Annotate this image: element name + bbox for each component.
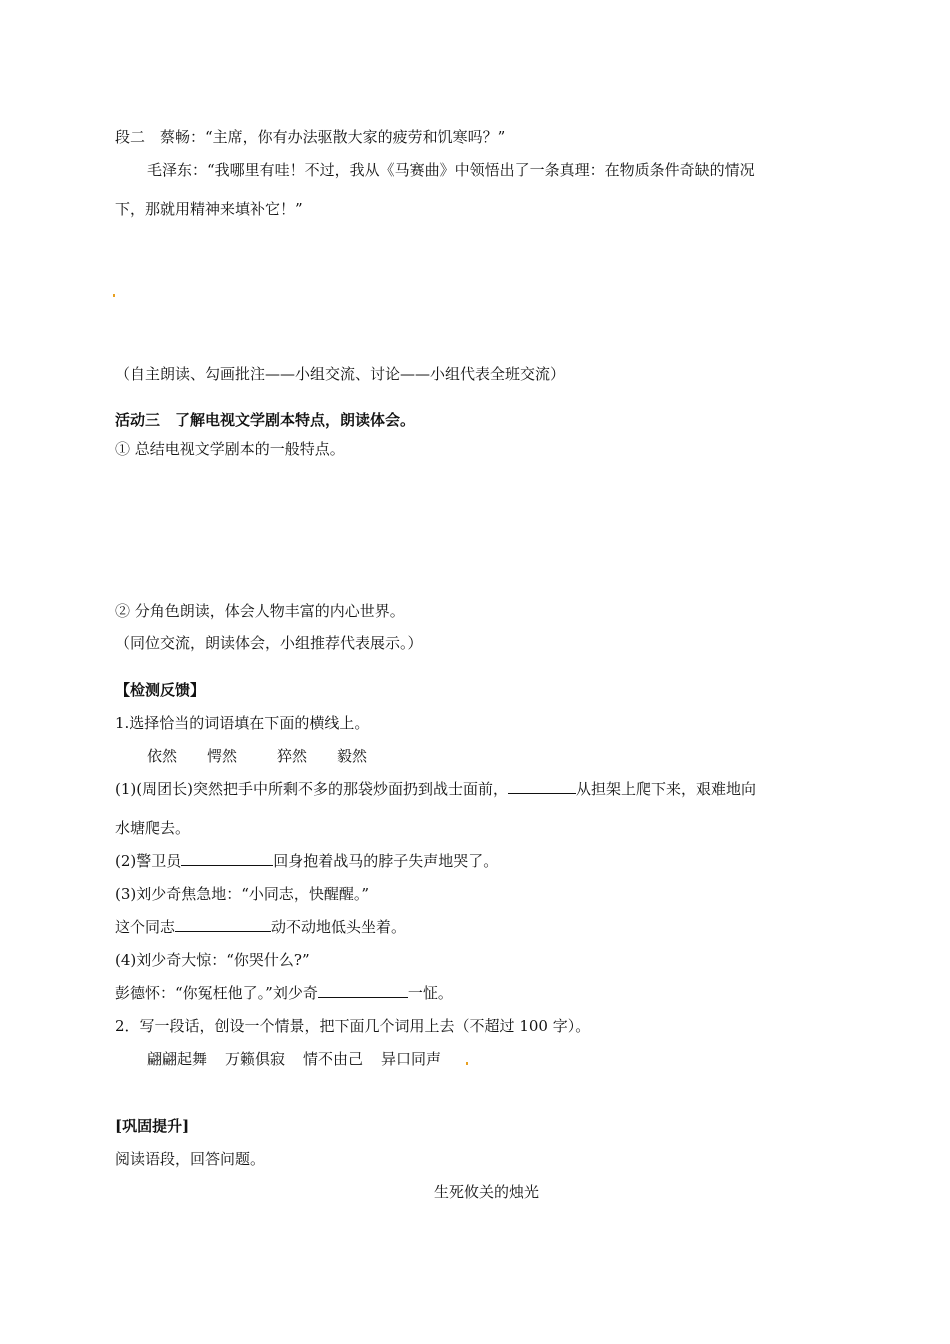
word-option: 异口同声 [381, 1050, 442, 1068]
word-option: 依然 [147, 747, 178, 765]
sentence-4-cont: 彭德怀：“你冤枉他了。”刘少奇 一怔。 [115, 984, 453, 1002]
fill-blank[interactable] [508, 779, 576, 794]
question-1: 1.选择恰当的词语填在下面的横线上。 [115, 714, 370, 732]
consolidate-heading: [巩固提升] [115, 1117, 190, 1135]
fill-blank[interactable] [181, 851, 273, 866]
activity3-note: （同位交流，朗读体会，小组推荐代表展示。） [115, 634, 423, 652]
question-2: 2．写一段话，创设一个情景，把下面几个词用上去（不超过 100 字）。 [115, 1017, 591, 1035]
passage-title: 生死攸关的烛光 [434, 1183, 540, 1201]
sentence-3: (3)刘少奇焦急地：“小同志，快醒醒。” [115, 885, 370, 903]
fill-blank[interactable] [318, 983, 408, 998]
word-option: 猝然 [277, 747, 308, 765]
word-option: 翩翩起舞 [147, 1050, 208, 1068]
orange-dot [113, 294, 115, 297]
activity3-item-2: ② 分角色朗读，体会人物丰富的内心世界。 [115, 602, 405, 620]
seg2-line-3: 下，那就用精神来填补它！” [115, 200, 303, 218]
sentence-1-cont: 水塘爬去。 [115, 819, 191, 837]
fill-blank[interactable] [175, 917, 271, 932]
sentence-1: (1)(周团长)突然把手中所剩不多的那袋炒面扔到战士面前， 从担架上爬下来，艰难地向 [115, 780, 756, 798]
seg2-line-1: 段二 蔡畅：“主席，你有办法驱散大家的疲劳和饥寒吗？” [115, 128, 506, 146]
word-option: 愕然 [207, 747, 238, 765]
sentence-4: (4)刘少奇大惊：“你哭什么?” [115, 951, 310, 969]
sentence-3-cont: 这个同志 动不动地低头坐着。 [115, 918, 407, 936]
consolidate-instruction: 阅读语段，回答问题。 [115, 1150, 266, 1168]
activity3-title: 活动三 了解电视文学剧本特点，朗读体会。 [115, 411, 416, 429]
activity3-item-1: ① 总结电视文学剧本的一般特点。 [115, 440, 345, 458]
word-bank-1 [147, 746, 367, 766]
orange-dot [466, 1062, 468, 1065]
reading-note: （自主朗读、勾画批注——小组交流、讨论——小组代表全班交流） [115, 365, 566, 383]
feedback-heading: 【检测反馈】 [115, 681, 206, 699]
sentence-2: (2)警卫员 回身抱着战马的脖子失声地哭了。 [115, 852, 499, 870]
word-bank-2 [147, 1049, 441, 1069]
word-option: 情不由己 [303, 1050, 364, 1068]
word-option: 毅然 [337, 747, 368, 765]
word-option: 万籁俱寂 [225, 1050, 286, 1068]
seg2-line-2: 毛泽东：“我哪里有哇！不过，我从《马赛曲》中领悟出了一条真理：在物质条件奇缺的情况 [147, 161, 755, 179]
